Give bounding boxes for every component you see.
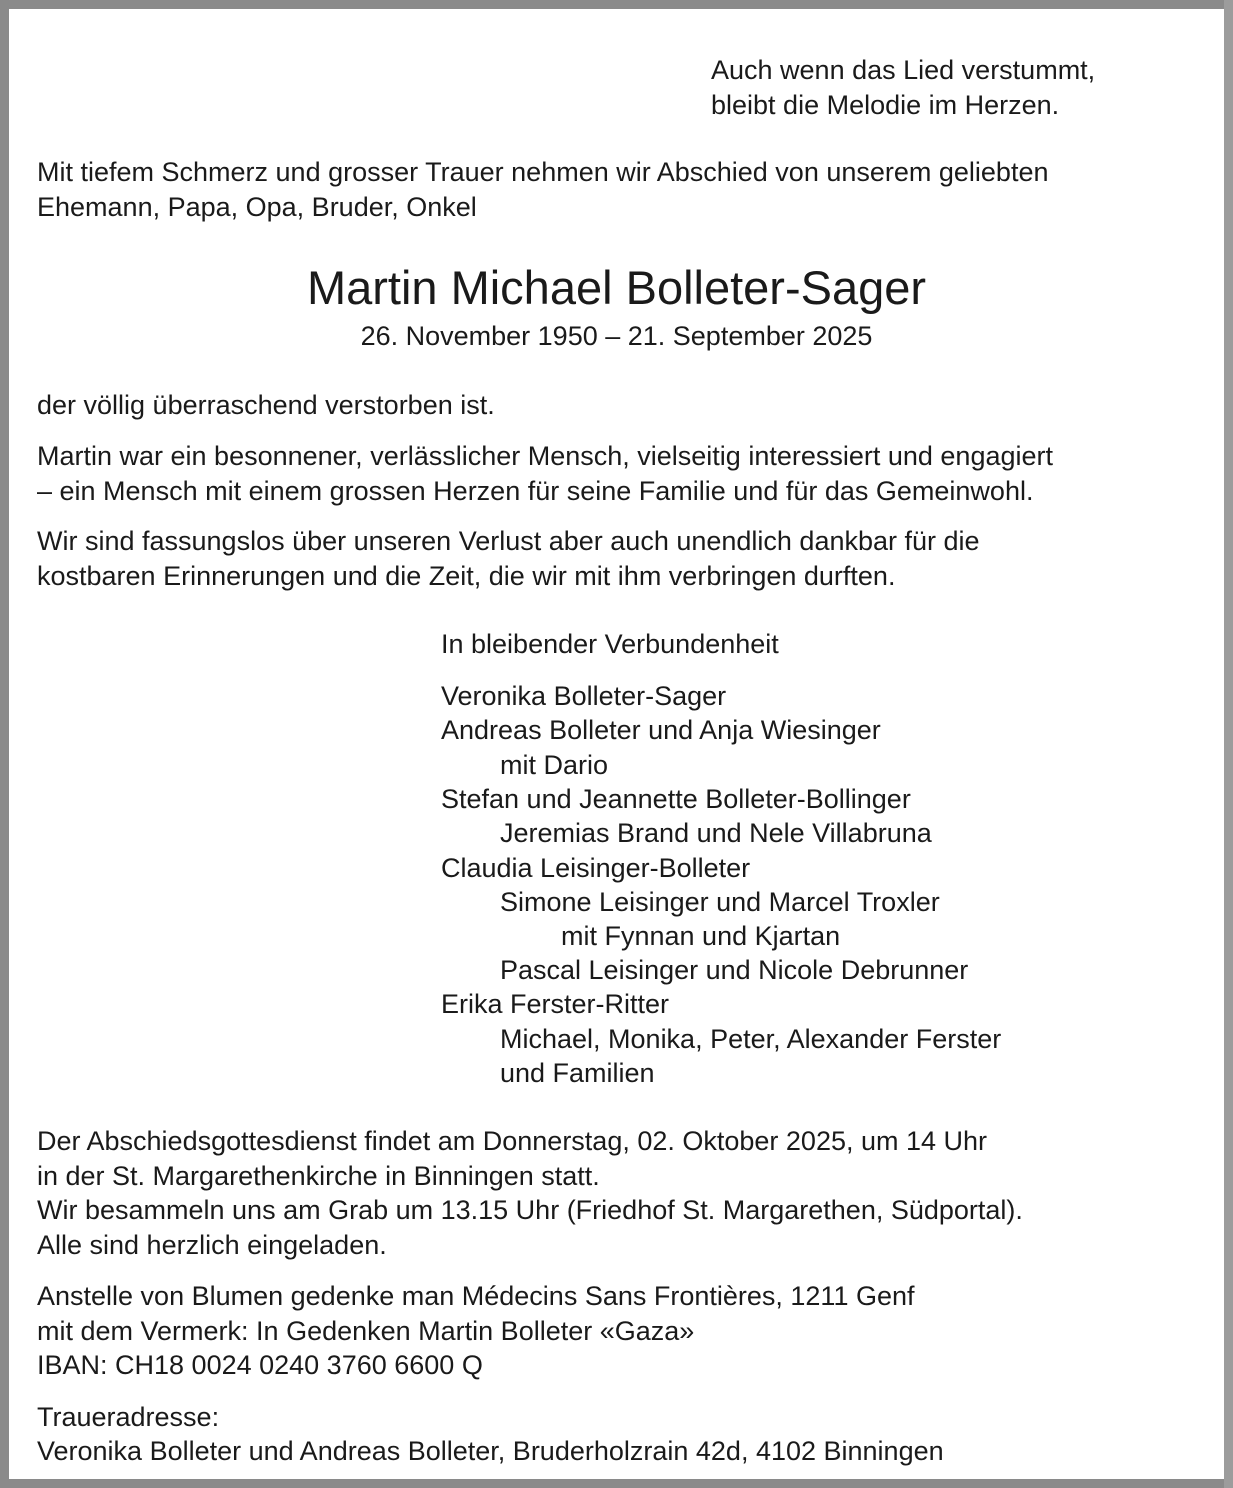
body-paragraph-3-line-1: Wir sind fassungslos über unseren Verlust aber auch unendlich dankbar für die [37, 526, 980, 556]
closing-line: In bleibender Verbundenheit [441, 629, 779, 659]
mourner: Claudia Leisinger-Bolleter [441, 853, 751, 883]
motto-line-2: bleibt die Melodie im Herzen. [711, 90, 1060, 120]
mourner: mit Fynnan und Kjartan [561, 921, 841, 951]
mourner: Veronika Bolleter-Sager [441, 681, 727, 711]
address-value: Veronika Bolleter und Andreas Bolleter, Bruderholzrain 42d, 4102 Binningen [37, 1436, 944, 1466]
deceased-name: Martin Michael Bolleter-Sager [306, 261, 927, 314]
body-paragraph-2-line-2: – ein Mensch mit einem grossen Herzen für seine Familie und für das Gemeinwohl. [37, 476, 1034, 506]
address-label: Traueradresse: [37, 1402, 220, 1432]
service-line-4: Alle sind herzlich eingeladen. [37, 1230, 387, 1260]
service-line-3: Wir besammeln uns am Grab um 13.15 Uhr (Friedhof St. Margarethen, Südportal). [37, 1195, 1023, 1225]
mourner: Pascal Leisinger und Nicole Debrunner [500, 955, 969, 985]
donation-line-1: Anstelle von Blumen gedenke man Médecins Sans Frontières, 1211 Genf [37, 1281, 915, 1311]
donation-iban: IBAN: CH18 0024 0240 3760 6600 Q [37, 1350, 483, 1380]
mourner: Andreas Bolleter und Anja Wiesinger [441, 715, 881, 745]
life-dates: 26. November 1950 – 21. September 2025 [360, 321, 873, 351]
intro-line-2: Ehemann, Papa, Opa, Bruder, Onkel [37, 192, 477, 222]
intro-line-1: Mit tiefem Schmerz und grosser Trauer nehmen wir Abschied von unserem geliebten [37, 157, 1049, 187]
mourner: Jeremias Brand und Nele Villabruna [500, 818, 932, 848]
body-paragraph-2-line-1: Martin war ein besonnener, verlässlicher Mensch, vielseitig interessiert und engagiert [37, 441, 1054, 471]
service-line-2: in der St. Margarethenkirche in Binningen statt. [37, 1161, 600, 1191]
motto-line-1: Auch wenn das Lied verstummt, [711, 55, 1096, 85]
mourner: Simone Leisinger und Marcel Troxler [500, 887, 940, 917]
body-paragraph-3-line-2: kostbaren Erinnerungen und die Zeit, die wir mit ihm verbringen durften. [37, 561, 896, 591]
mourner: Stefan und Jeannette Bolleter-Bollinger [441, 784, 911, 814]
mourner: und Familien [500, 1058, 655, 1088]
service-line-1: Der Abschiedsgottesdienst findet am Donnerstag, 02. Oktober 2025, um 14 Uhr [37, 1126, 988, 1156]
mourner: Erika Ferster-Ritter [441, 989, 670, 1019]
mourner: Michael, Monika, Peter, Alexander Ferster [500, 1024, 1002, 1054]
donation-line-2: mit dem Vermerk: In Gedenken Martin Bolleter «Gaza» [37, 1316, 695, 1346]
mourner: mit Dario [500, 750, 609, 780]
body-paragraph-1: der völlig überraschend verstorben ist. [37, 390, 495, 420]
